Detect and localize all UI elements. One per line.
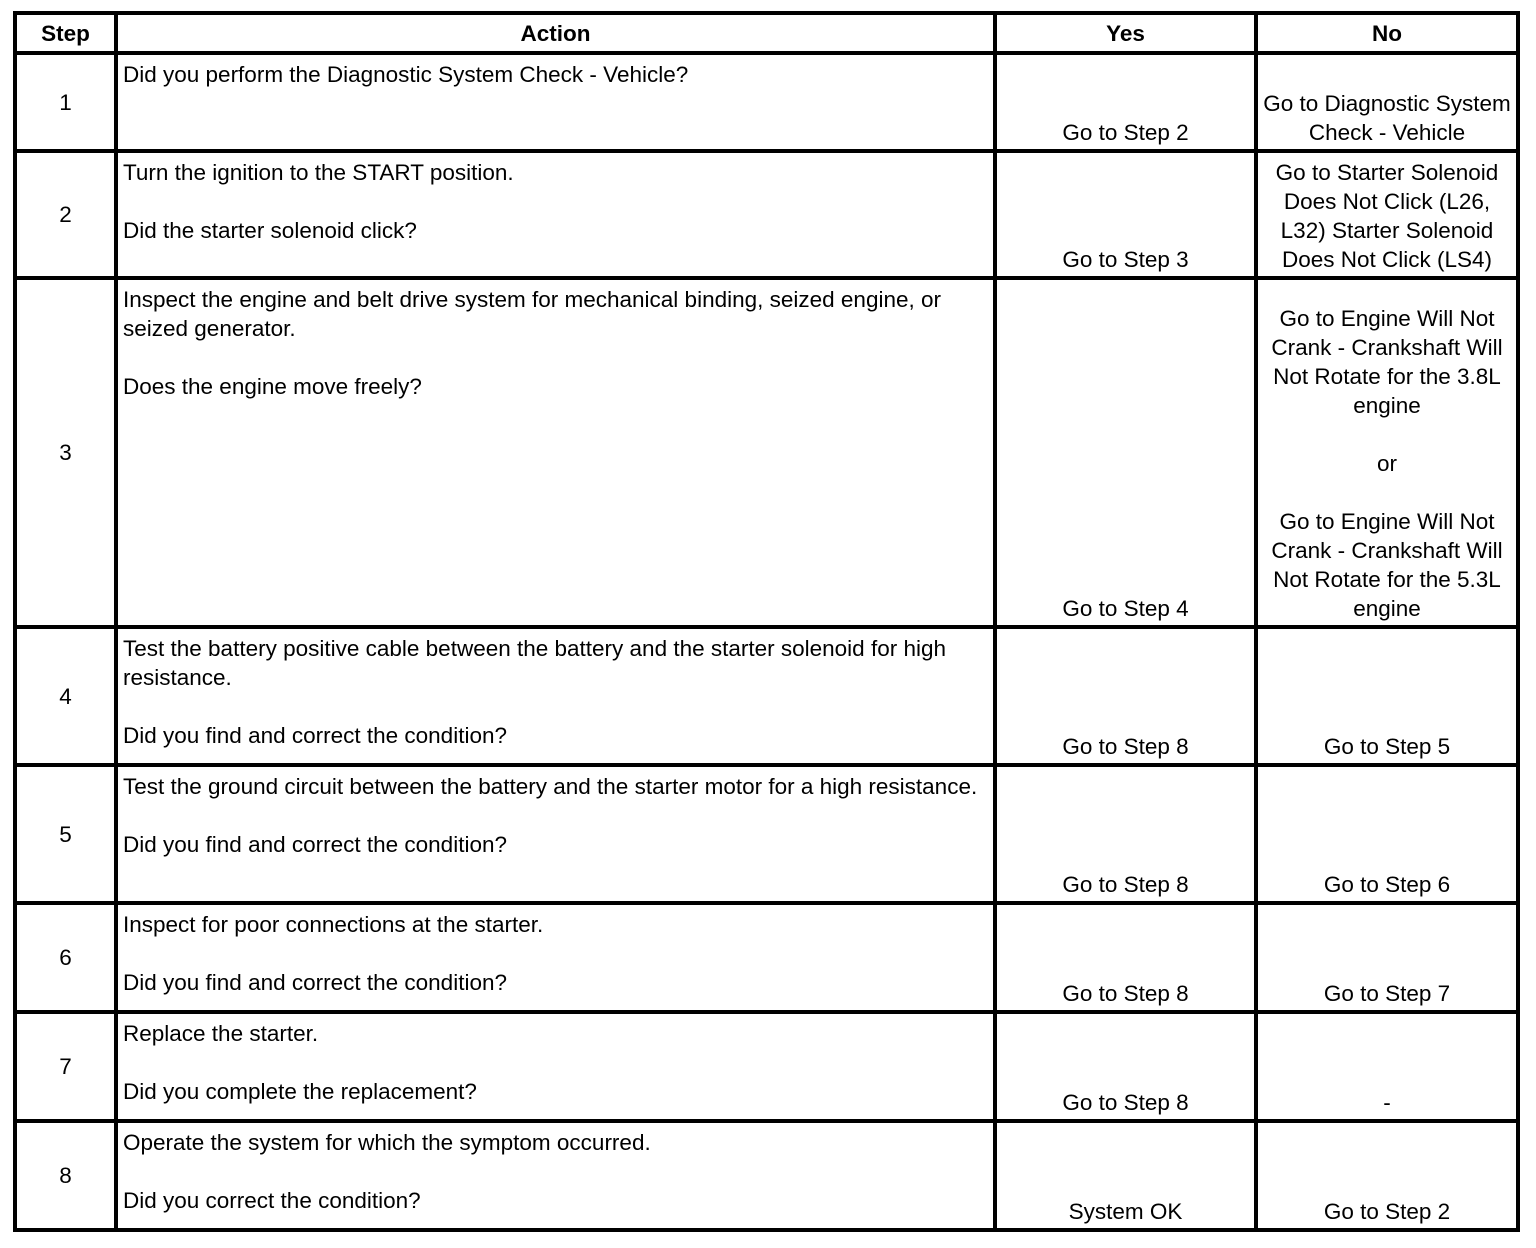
- no-text: Go to Starter Solenoid Does Not Click (L26, L32) Starter Solenoid Does Not Click (LS4): [1275, 160, 1499, 272]
- no-cell: [1256, 151, 1518, 278]
- action-question: Did you correct the condition?: [123, 1188, 421, 1213]
- action-cell: [116, 903, 995, 1012]
- step-number: 3: [15, 278, 116, 627]
- diagnostic-table: [13, 11, 1520, 1232]
- no-text: Go to Step 5: [1323, 734, 1451, 759]
- action-text: Test the ground circuit between the battery and the starter motor for a high resistance.: [123, 774, 978, 799]
- yes-cell: Go to Step 2: [995, 53, 1256, 151]
- step-number: 6: [15, 903, 116, 1012]
- yes-cell: Go to Step 4: [995, 278, 1256, 627]
- action-text: Inspect the engine and belt drive system for mechanical binding, seized engine, or seized generator.: [123, 287, 941, 341]
- action-question: Did you find and correct the condition?: [123, 832, 507, 857]
- header-no: No: [1256, 13, 1518, 53]
- no-text: Go to Step 2: [1323, 1199, 1451, 1224]
- action-question: Did you complete the replacement?: [123, 1079, 477, 1104]
- yes-cell: Go to Step 8: [995, 765, 1256, 903]
- table-header-row: [15, 13, 1518, 53]
- action-cell: [116, 151, 995, 278]
- step-number: 5: [15, 765, 116, 903]
- no-text: Go to Step 7: [1323, 981, 1451, 1006]
- no-cell: [1256, 1121, 1518, 1230]
- table-row: [15, 765, 1518, 903]
- action-text: Turn the ignition to the START position.: [123, 160, 514, 185]
- action-cell: [116, 1012, 995, 1121]
- yes-cell: Go to Step 3: [995, 151, 1256, 278]
- no-cell: [1256, 53, 1518, 151]
- table-row: [15, 627, 1518, 765]
- action-question: Does the engine move freely?: [123, 374, 422, 399]
- no-cell: [1256, 278, 1518, 627]
- action-question: Did you find and correct the condition?: [123, 970, 507, 995]
- action-cell: [116, 765, 995, 903]
- table-row: [15, 1121, 1518, 1230]
- action-text: Inspect for poor connections at the starter.: [123, 912, 544, 937]
- action-question: Did you find and correct the condition?: [123, 723, 507, 748]
- no-text: Go to Diagnostic System Check - Vehicle: [1263, 91, 1511, 145]
- yes-cell: Go to Step 8: [995, 1012, 1256, 1121]
- action-text: Operate the system for which the symptom occurred.: [123, 1130, 651, 1155]
- action-cell: [116, 53, 995, 151]
- action-cell: [116, 627, 995, 765]
- header-action: Action: [116, 13, 995, 53]
- table-row: [15, 151, 1518, 278]
- no-text-option-1: Go to Engine Will Not Crank - Crankshaft Will Not Rotate for the 3.8L engine: [1271, 306, 1503, 418]
- action-question: Did the starter solenoid click?: [123, 218, 417, 243]
- yes-cell: System OK: [995, 1121, 1256, 1230]
- table-row: [15, 53, 1518, 151]
- no-cell: [1256, 903, 1518, 1012]
- action-text: Replace the starter.: [123, 1021, 319, 1046]
- no-text-or: or: [1376, 451, 1397, 476]
- no-cell: [1256, 627, 1518, 765]
- step-number: 7: [15, 1012, 116, 1121]
- yes-cell: Go to Step 8: [995, 627, 1256, 765]
- no-text-option-2: Go to Engine Will Not Crank - Crankshaft Will Not Rotate for the 5.3L engine: [1271, 509, 1503, 621]
- action-text: Test the battery positive cable between the battery and the starter solenoid for high resistance.: [123, 636, 946, 690]
- no-cell: [1256, 1012, 1518, 1121]
- step-number: 8: [15, 1121, 116, 1230]
- no-cell: [1256, 765, 1518, 903]
- action-text: Did you perform the Diagnostic System Check - Vehicle?: [123, 62, 689, 87]
- table-row: [15, 278, 1518, 627]
- step-number: 4: [15, 627, 116, 765]
- step-number: 2: [15, 151, 116, 278]
- action-cell: [116, 1121, 995, 1230]
- yes-cell: Go to Step 8: [995, 903, 1256, 1012]
- table-row: [15, 903, 1518, 1012]
- no-text: Go to Step 6: [1323, 872, 1451, 897]
- step-number: 1: [15, 53, 116, 151]
- header-yes: Yes: [995, 13, 1256, 53]
- no-text: -: [1383, 1090, 1391, 1115]
- header-step: Step: [15, 13, 116, 53]
- table-row: [15, 1012, 1518, 1121]
- action-cell: [116, 278, 995, 627]
